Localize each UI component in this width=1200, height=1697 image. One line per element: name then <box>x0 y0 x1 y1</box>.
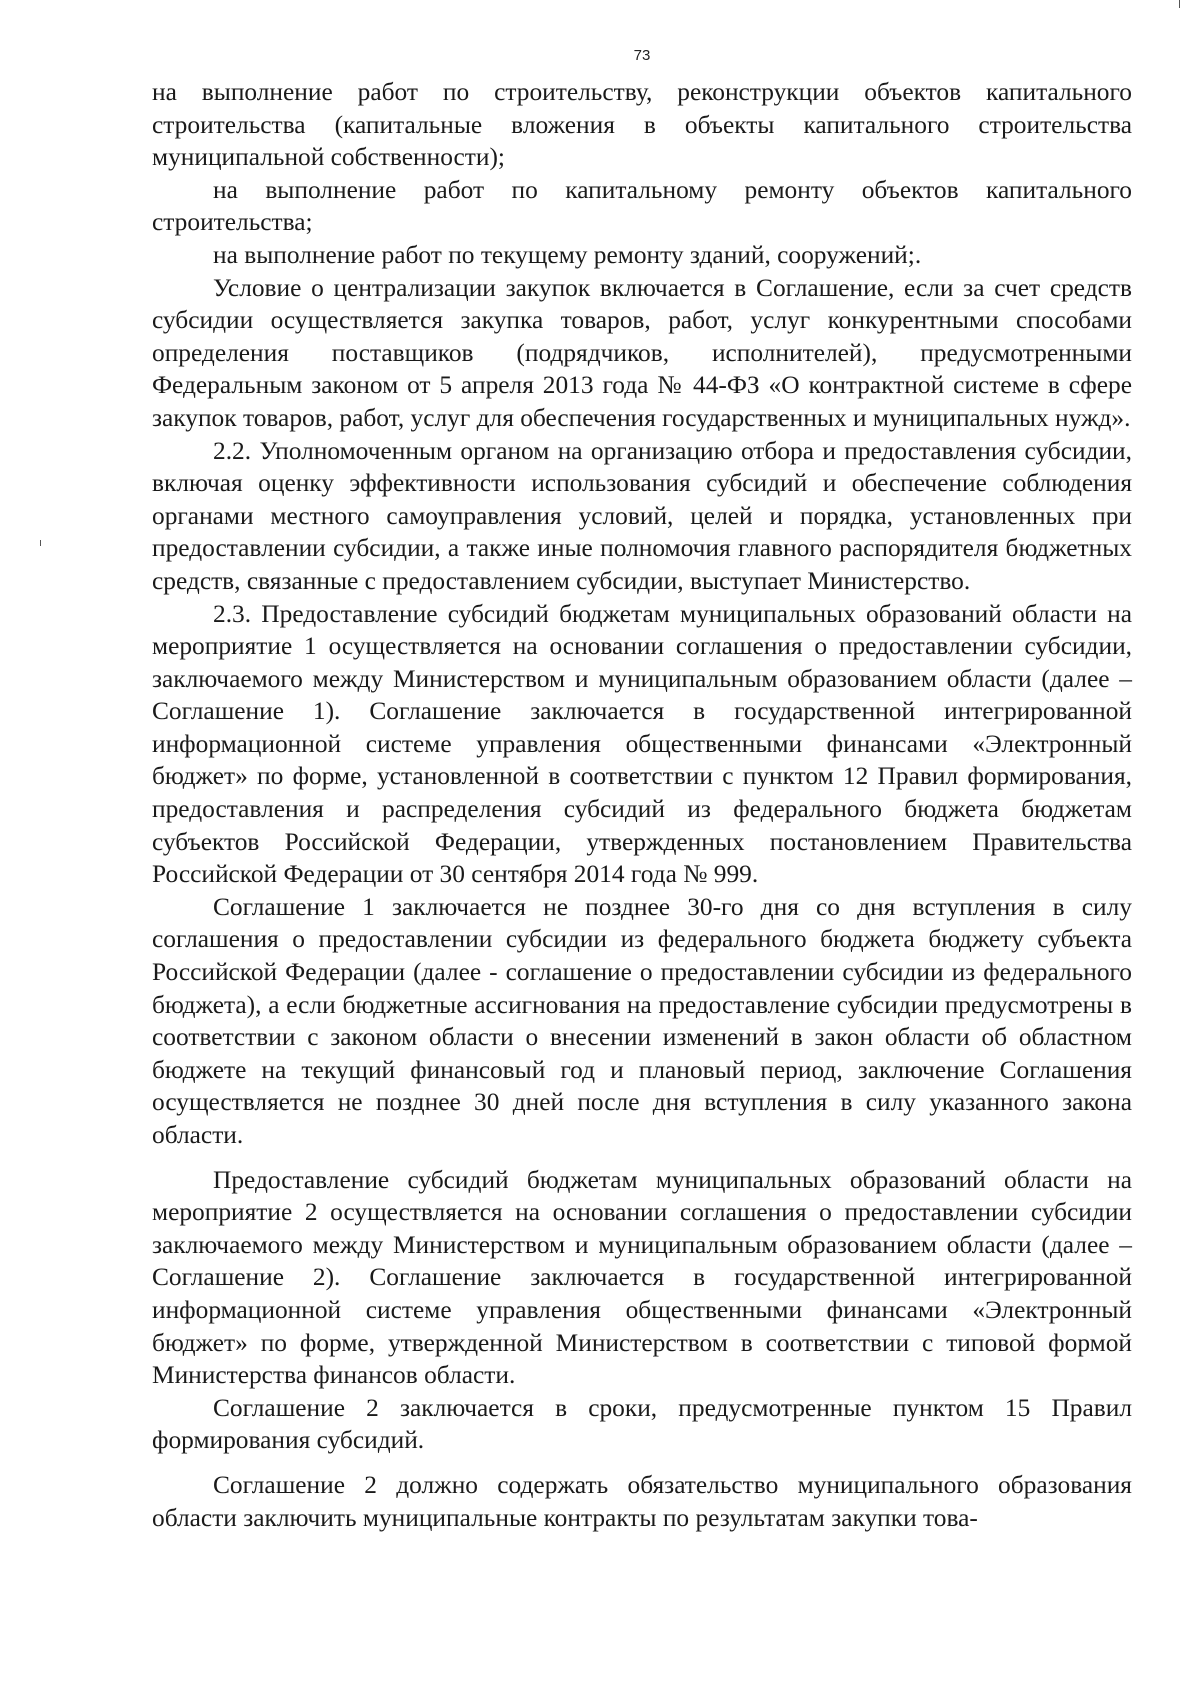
paragraph-p5: 2.2. Уполномоченным органом на организацию отбора и предоставления субсидии, включая оценку эффективности использования субсидий и обеспечение соблюдения органами местного самоуправления условий, целей и порядка, установленных при предоставлении субсидии, а также иные полномочия главного распорядителя бюджетных средств, связанные с предоставлением субсидии, выступает Министерство. <box>152 436 1132 595</box>
document-page <box>152 40 1132 1680</box>
paragraph-p6: 2.3. Предоставление субсидий бюджетам муниципальных образований области на мероприятие 1 осуществляется на основании соглашения о предоставлении субсидии, заключаемого между Министерством и муниципальным образованием области (далее – Соглашение 1). Соглашение заключается в государственной интегрированной информационной системе управления общественными финансами «Электронный бюджет» по форме, установленной в соответствии с пунктом 12 Правил формирования, предоставления и распределения субсидий из федерального бюджета бюджетам субъектов Российской Федерации, утвержденных постановлением Правительства Российской Федерации от 30 сентября 2014 года № 999. <box>152 599 1132 889</box>
paragraph-p4: Условие о централизации закупок включается в Соглашение, если за счет средств субсидии осуществляется закупка товаров, работ, услуг конкурентными способами определения поставщиков (подрядчиков, исполнителей), предусмотренными Федеральным законом от 5 апреля 2013 года № 44-ФЗ «О контрактной системе в сфере закупок товаров, работ, услуг для обеспечения государственных и муниципальных нужд». <box>152 273 1132 432</box>
page-number: 73 <box>633 47 651 64</box>
paragraph-p8: Предоставление субсидий бюджетам муниципальных образований области на мероприятие 2 осуществляется на основании соглашения о предоставлении субсидии заключаемого между Министерством и муниципальным образованием области (далее – Соглашение 2). Соглашение заключается в государственной интегрированной информационной системе управления общественными финансами «Электронный бюджет» по форме, утвержденной Министерством в соответствии с типовой формой Министерства финансов области. <box>152 1165 1132 1390</box>
paragraph-p10: Соглашение 2 должно содержать обязательство муниципального образования области заключить муниципальные контракты по результатам закупки това- <box>152 1470 1132 1532</box>
paragraph-p9: Соглашение 2 заключается в сроки, предусмотренные пунктом 15 Правил формирования субсидий. <box>152 1393 1132 1455</box>
scan-edge-mark <box>1179 0 1180 8</box>
paragraph-p2: на выполнение работ по капитальному ремонту объектов капитального строительства; <box>152 175 1132 237</box>
paragraph-p3: на выполнение работ по текущему ремонту зданий, сооружений;. <box>213 240 922 269</box>
paragraph-p1: на выполнение работ по строительству, реконструкции объектов капитального строительства (капитальные вложения в объекты капитального строительства муниципальной собственности); <box>152 78 1132 172</box>
paragraph-p7: Соглашение 1 заключается не позднее 30-го дня со дня вступления в силу соглашения о предоставлении субсидии из федерального бюджета бюджету субъекта Российской Федерации (далее - соглашение о предоставлении субсидии из федерального бюджета), а если бюджетные ассигнования на предоставление субсидии предусмотрены в соответствии с законом области о внесении изменений в закон области об областном бюджете на текущий финансовый год и плановый период, заключение Соглашения осуществляется не позднее 30 дней после дня вступления в силу указанного закона области. <box>152 892 1132 1149</box>
document-body <box>152 76 1132 1534</box>
scan-edge-mark <box>40 540 41 546</box>
